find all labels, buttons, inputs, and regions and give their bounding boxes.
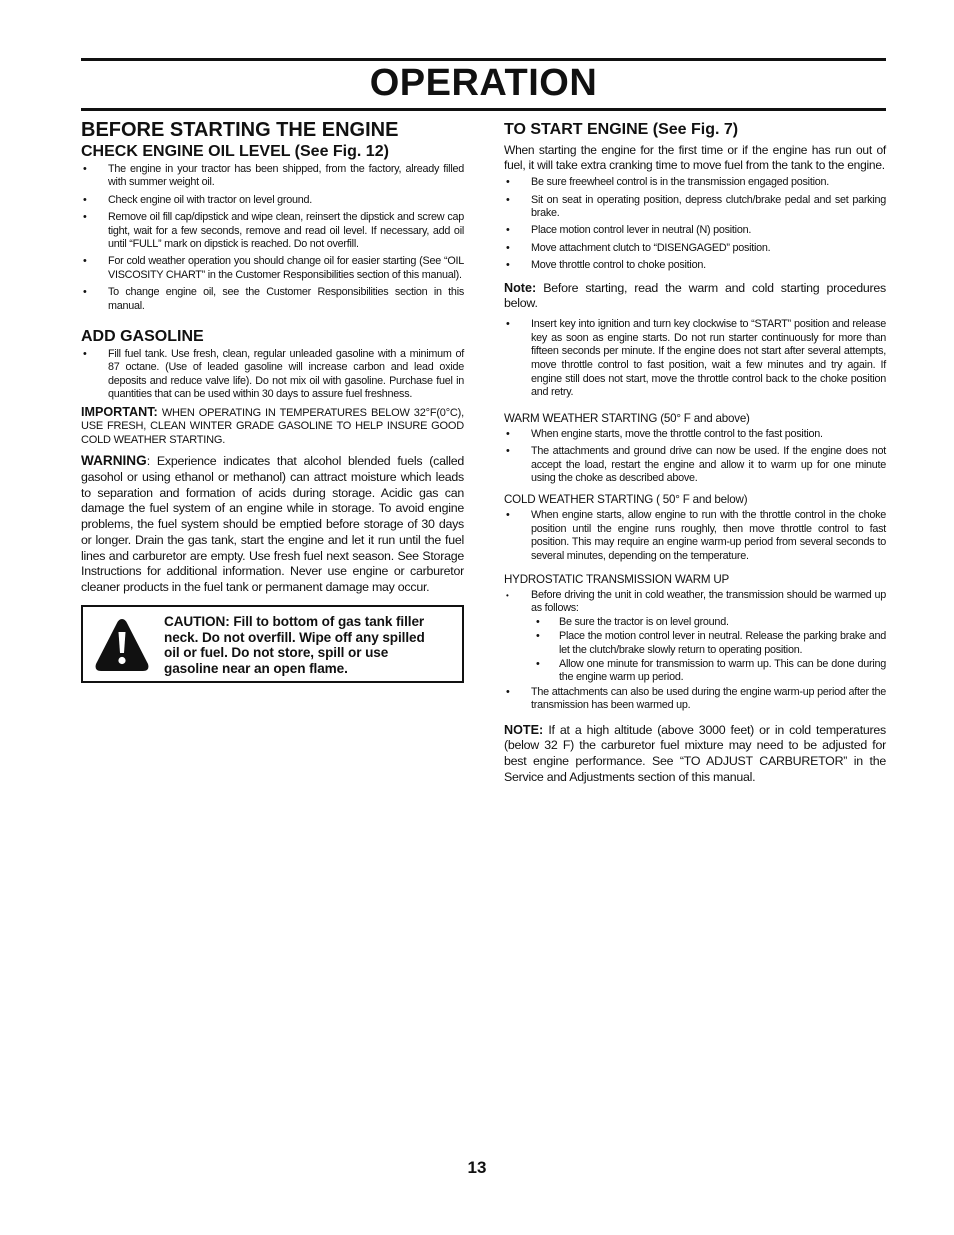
bullet-icon: • [506, 193, 510, 206]
note-paragraph-1: Note: Before starting, read the warm and cold starting procedures below. [504, 280, 886, 311]
start-intro: When starting the engine for the first time or if the engine has run out of fuel, it will take extra cranking time to move fuel from the tank to the engine. [504, 143, 886, 172]
left-column [81, 118, 464, 683]
bullet-icon: • [506, 224, 510, 237]
note-label: NOTE: [504, 722, 544, 737]
caution-text: CAUTION: Fill to bottom of gas tank filler neck. Do not overfill. Wipe off any spilled oil or fuel. Do not store, spill or use gasoline near an open flame. [164, 614, 425, 676]
list-item: • The engine in your tractor has been shipped, from the factory, already filled with summer weight oil. [83, 163, 464, 189]
list-item: • Place the motion control lever in neutral. Release the parking brake and let the clutch/brake slowly return to operating position. [536, 630, 886, 656]
hydro-after-list [504, 686, 886, 713]
bullet-icon: • [536, 630, 540, 643]
page-number: 13 [467, 1158, 487, 1177]
note-label: Note: [504, 280, 537, 295]
list-item: • When engine starts, move the throttle control to the fast position. [506, 427, 823, 440]
bullet-icon: • [506, 427, 510, 440]
bullet-icon: • [83, 193, 87, 206]
list-item: • Move throttle control to choke position. [506, 259, 706, 272]
bullet-icon: • [506, 685, 510, 698]
start-bullet-list [504, 176, 886, 272]
page-title: OPERATION [369, 62, 598, 104]
bullet-icon: • [506, 318, 510, 331]
hydro-sub-list [532, 616, 886, 685]
list-item: • Fill fuel tank. Use fresh, clean, regular unleaded gasoline with a minimum of 87 octane. (Use of leaded gasoline will increase carbon and lead oxide deposits and reduce valve life). Do not mix oil with gasoline. Purchase fuel in quantities that can be used within 30 days to assure fuel freshness. [83, 348, 464, 401]
list-item: • Be sure freewheel control is in the transmission engaged position. [506, 176, 829, 189]
key-bullet-list [504, 318, 886, 400]
note-paragraph-2: NOTE: If at a high altitude (above 3000 feet) or in cold temperatures (below 32 F) the carburetor fuel mixture may need to be adjusted for best engine performance. See “TO ADJUST CARBURETOR” in the Service and Adjustments section of this manual. [504, 722, 886, 785]
list-item: • Before driving the unit in cold weather, the transmission should be warmed up as follows: [506, 589, 886, 615]
warning-paragraph: WARNING: Experience indicates that alcohol blended fuels (called gasohol or using ethanol or methanol) can attract moisture which leads to separation and formation of acids during storage. Acidic gas can damage the fuel system of an engine while in storage. To avoid engine problems, the fuel system should be emptied before storage of 30 days or longer. Drain the gas tank, start the engine and let it run until the fuel lines and carburetor are empty. Use fresh fuel next season. See Storage Instructions for additional information. Never use engine or carburetor cleaner products in the fuel tank or permanent damage may occur. [81, 452, 464, 595]
subheading-check-oil: CHECK ENGINE OIL LEVEL (See Fig. 12) [81, 143, 389, 160]
warm-bullet-list [504, 428, 886, 486]
subheading-add-gasoline: ADD GASOLINE [81, 328, 204, 346]
right-column [504, 118, 886, 792]
important-label: IMPORTANT: [81, 404, 158, 419]
list-item: • When engine starts, allow engine to run with the throttle control in the choke position until the engine runs roughly, then move throttle control to fast position. This may require an engine warm-up period from several seconds to several minutes, depending on the temperature. [506, 509, 886, 562]
bullet-icon: • [83, 348, 87, 361]
hydro-bullet-list [504, 589, 886, 616]
bullet-icon: • [83, 286, 87, 299]
list-item: • Place motion control lever in neutral (N) position. [506, 224, 752, 237]
list-item: • Insert key into ignition and turn key clockwise to “START” position and release key as soon as engine starts. Do not run starter continuously for more than fifteen seconds per minute. If the engine does not start after several attempts, move throttle control to fast position, wait a few minutes and try again. If engine still does not start, move the throttle control back to the choke position and retry. [506, 318, 886, 399]
list-item: • The attachments can also be used during the engine warm-up period after the transmission has been warmed up. [506, 685, 886, 712]
list-item: • Remove oil fill cap/dipstick and wipe clean, reinsert the dipstick and screw cap tight, wait for a few seconds, remove and read oil level. If necessary, add oil until “FULL” mark on dipstick is reached. Do not overfill. [83, 211, 464, 251]
hydro-warmup-heading: HYDROSTATIC TRANSMISSION WARM UP [504, 573, 730, 587]
header-rule-bottom [81, 108, 886, 111]
caution-box [81, 605, 464, 683]
bullet-icon: • [506, 259, 510, 272]
list-item: • The attachments and ground drive can now be used. If the engine does not accept the load, restart the engine and allow it to warm up for one minute using the choke as described above. [506, 445, 886, 484]
section-heading-start-engine: TO START ENGINE (See Fig. 7) [504, 121, 739, 138]
bullet-icon: • [536, 658, 540, 671]
list-item: • Sit on seat in operating position, depress clutch/brake pedal and set parking brake. [506, 193, 886, 219]
bullet-icon: • [83, 211, 87, 224]
list-item: • Check engine oil with tractor on level ground. [83, 193, 312, 206]
list-item: • Be sure the tractor is on level ground. [536, 615, 729, 628]
important-paragraph: IMPORTANT: WHEN OPERATING IN TEMPERATURES BELOW 32°F(0°C), USE FRESH, CLEAN WINTER GRADE GASOLINE TO HELP INSURE GOOD COLD WEATHER STARTING. [81, 404, 464, 446]
bullet-icon: • [83, 255, 87, 268]
oil-bullet-list [81, 163, 464, 313]
bullet-icon: • [506, 176, 510, 189]
bullet-icon: • [506, 509, 510, 522]
cold-bullet-list [504, 509, 886, 563]
list-item: • Allow one minute for transmission to warm up. This can be done during the engine warm up period. [536, 658, 886, 684]
gas-bullet-list [81, 348, 464, 402]
section-heading-before-starting: BEFORE STARTING THE ENGINE [81, 119, 399, 141]
bullet-icon: • [506, 445, 510, 458]
warning-label: WARNING [81, 452, 147, 468]
list-item: • To change engine oil, see the Customer Responsibilities section in this manual. [83, 286, 464, 312]
bullet-icon: • [83, 163, 87, 175]
cold-weather-heading: COLD WEATHER STARTING ( 50° F and below) [504, 493, 748, 507]
bullet-icon: • [536, 615, 540, 628]
bullet-icon: • [506, 241, 510, 254]
warning-triangle-icon [94, 617, 150, 673]
bullet-icon: • [506, 591, 509, 601]
warm-weather-heading: WARM WEATHER STARTING (50° F and above) [504, 411, 750, 425]
list-item: • Move attachment clutch to “DISENGAGED” position. [506, 241, 771, 254]
list-item: • For cold weather operation you should change oil for easier starting (See “OIL VISCOSITY CHART” in the Customer Responsibilities section of this manual). [83, 255, 464, 281]
